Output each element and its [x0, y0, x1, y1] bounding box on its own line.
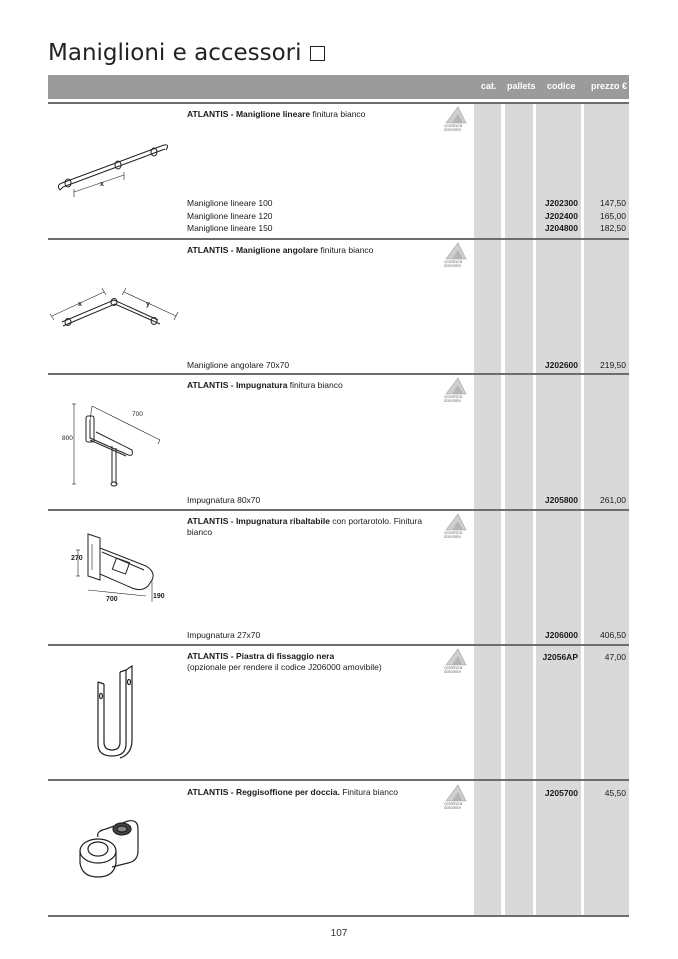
- brand-name-line2: dolomite: [444, 127, 462, 132]
- row-divider: [48, 779, 629, 781]
- dimension-label: 190: [153, 593, 165, 600]
- brand-name-line2: dolomite: [444, 398, 462, 403]
- variant-code: J204800: [544, 223, 578, 233]
- brand-logo: [444, 648, 472, 678]
- brand-name-line1: ceramica: [444, 801, 463, 806]
- brand-triangle-icon: [444, 377, 468, 395]
- row-divider: [48, 509, 629, 511]
- variant-code: J205700: [544, 788, 578, 798]
- page-title: [48, 40, 325, 66]
- variant-name: Impugnatura 27x70: [187, 630, 261, 640]
- mounting-plate-illustration: [90, 662, 140, 762]
- header-cat: cat.: [481, 81, 497, 91]
- header-prezzo: prezzo €: [591, 81, 628, 91]
- brand-triangle-icon: [444, 513, 468, 531]
- product-title-bold: ATLANTIS - Impugnatura ribaltabile: [187, 516, 330, 526]
- product-title-bold: ATLANTIS - Impugnatura: [187, 380, 288, 390]
- angled-grab-bar-illustration: [48, 280, 183, 335]
- checkbox-square-icon: [310, 46, 325, 61]
- brand-name-line1: ceramica: [444, 530, 463, 535]
- brand-name-line2: dolomite: [444, 534, 462, 539]
- header-codice: codice: [547, 81, 576, 91]
- product-title-rest: finitura bianco: [310, 109, 366, 119]
- dimension-label: 700: [106, 596, 118, 603]
- table-header: [48, 75, 629, 99]
- brand-logo: [444, 784, 472, 814]
- brand-logo: [444, 377, 472, 407]
- variant-name: Maniglione angolare 70x70: [187, 360, 290, 370]
- variant-code: J2056AP: [542, 652, 578, 662]
- brand-triangle-icon: [444, 784, 468, 802]
- dimension-label: 800: [62, 435, 73, 442]
- variant-code: J205800: [544, 495, 578, 505]
- product-title-rest: finitura bianco: [318, 245, 374, 255]
- variant-price: 45,50: [604, 788, 626, 798]
- row-divider: [48, 238, 629, 240]
- brand-logo: [444, 242, 472, 272]
- page-number: 107: [330, 928, 348, 939]
- variant-price: 165,00: [600, 211, 626, 221]
- row-divider: [48, 915, 629, 917]
- dimension-label: y: [146, 301, 150, 308]
- shower-head-holder-illustration: [76, 815, 146, 885]
- brand-name-line2: dolomite: [444, 263, 462, 268]
- brand-name-line1: ceramica: [444, 259, 463, 264]
- folding-handle-illustration: [68, 530, 172, 610]
- product-title-rest: Finitura bianco: [339, 787, 398, 797]
- product-title: [187, 516, 437, 538]
- product-title-bold: ATLANTIS - Maniglione lineare: [187, 109, 311, 119]
- brand-name-line1: ceramica: [444, 665, 463, 670]
- support-handle-illustration: [62, 398, 167, 490]
- product-title-bold: ATLANTIS - Maniglione angolare: [187, 245, 319, 255]
- dimension-label: 700: [132, 411, 143, 418]
- product-title-rest: finitura bianco: [287, 380, 343, 390]
- page-title-text: Maniglioni e accessori: [48, 40, 302, 66]
- brand-logo: [444, 106, 472, 136]
- variant-name: Maniglione lineare 120: [187, 211, 273, 221]
- variant-price: 261,00: [600, 495, 626, 505]
- variant-price: 47,00: [604, 652, 626, 662]
- product-title-rest: con portarotolo. Finitura bianco: [187, 516, 423, 537]
- row-divider: [48, 373, 629, 375]
- brand-triangle-icon: [444, 106, 468, 124]
- variant-price: 406,50: [600, 630, 626, 640]
- dimension-label: x: [100, 181, 104, 188]
- variant-code: J202600: [544, 360, 578, 370]
- variant-name: Impugnatura 80x70: [187, 495, 261, 505]
- linear-grab-bar-illustration: [52, 135, 172, 205]
- brand-name-line1: ceramica: [444, 123, 463, 128]
- variant-code: J202400: [544, 211, 578, 221]
- brand-name-line2: dolomite: [444, 669, 462, 674]
- product-title-bold: ATLANTIS - Piastra di fissaggio nera: [187, 651, 335, 661]
- variant-price: 182,50: [600, 223, 626, 233]
- variant-name: Maniglione lineare 100: [187, 198, 273, 208]
- variant-name: Maniglione lineare 150: [187, 223, 273, 233]
- brand-logo: [444, 513, 472, 543]
- product-title-rest: (opzionale per rendere il codice J206000 amovibile): [187, 662, 382, 672]
- variant-code: J206000: [544, 630, 578, 640]
- product-title: [187, 109, 437, 120]
- brand-triangle-icon: [444, 242, 468, 260]
- dimension-label: x: [78, 301, 82, 308]
- brand-name-line1: ceramica: [444, 394, 463, 399]
- header-pallets: pallets: [507, 81, 536, 91]
- product-title: [187, 787, 437, 798]
- row-divider: [48, 102, 629, 104]
- row-divider: [48, 644, 629, 646]
- variant-price: 219,50: [600, 360, 626, 370]
- product-title-bold: ATLANTIS - Reggisoffione per doccia.: [187, 787, 340, 797]
- brand-triangle-icon: [444, 648, 468, 666]
- variant-code: J202300: [544, 198, 578, 208]
- variant-price: 147,50: [600, 198, 626, 208]
- dimension-label: 270: [71, 555, 83, 562]
- product-title: [187, 651, 437, 673]
- product-title: [187, 245, 437, 256]
- product-title: [187, 380, 437, 391]
- brand-name-line2: dolomite: [444, 805, 462, 810]
